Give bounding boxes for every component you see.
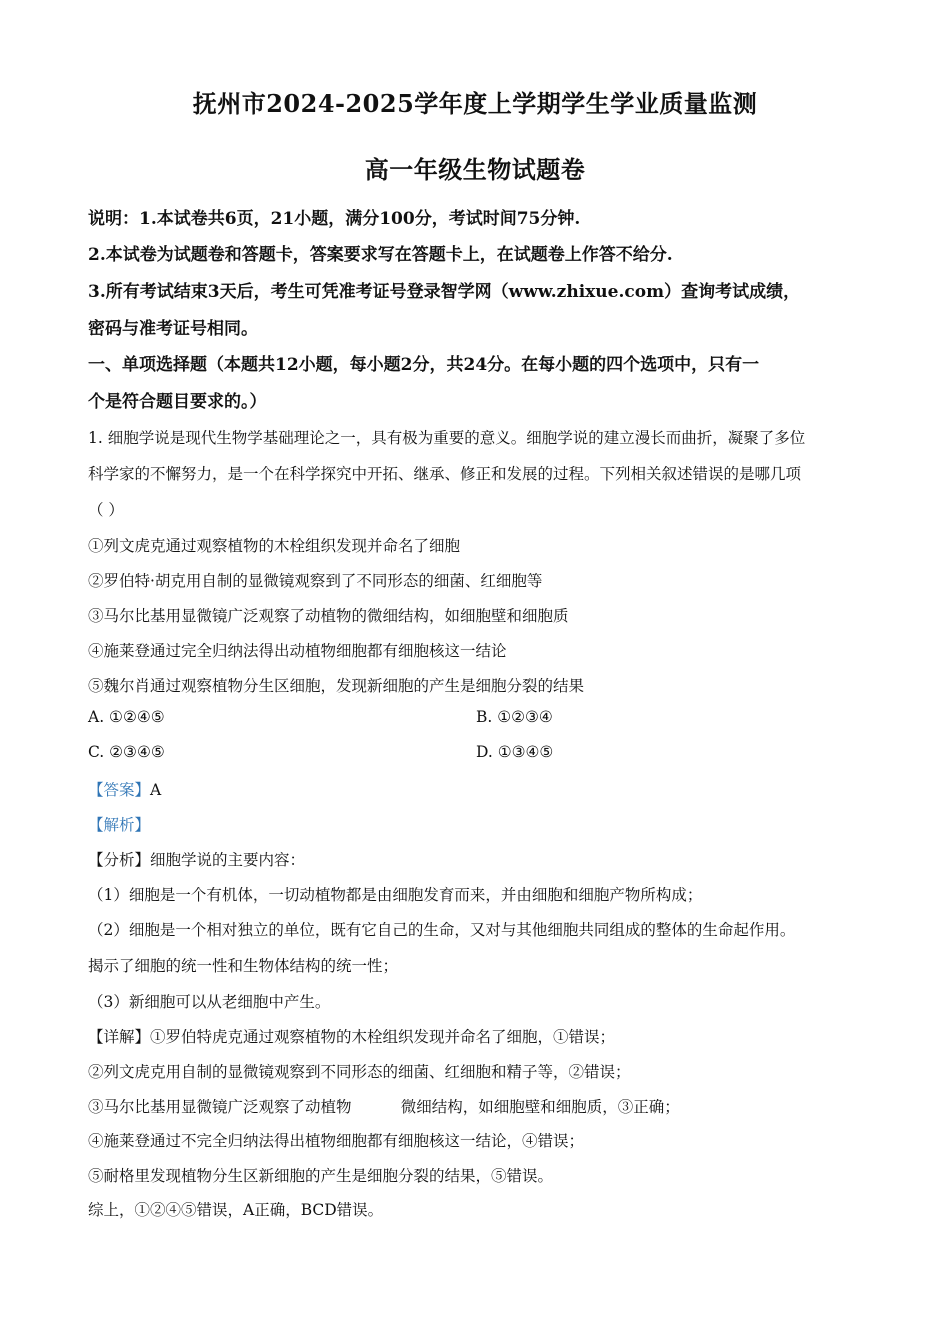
- exam-title: 抚州市2024-2025学年度上学期学生学业质量监测: [192, 89, 758, 118]
- statement-1: ①列文虎克通过观察植物的木栓组织发现并命名了细胞: [88, 537, 461, 555]
- statement-3: ③马尔比基用显微镜广泛观察了动植物的微细结构，如细胞壁和细胞质: [88, 607, 569, 625]
- option-c: C. ②③④⑤: [88, 743, 165, 761]
- statement-4: ④施莱登通过完全归纳法得出动植物细胞都有细胞核这一结论: [88, 642, 507, 660]
- note-3: 3.所有考试结束3天后，考生可凭准考证号登录智学网（www.zhixue.com）查询考试成绩，: [88, 282, 801, 302]
- option-b: B. ①②③④: [476, 708, 553, 726]
- note-1: 说明：1.本试卷共6页，21小题，满分100分，考试时间75分钟.: [88, 209, 581, 229]
- analysis-label: 【解析】: [88, 816, 151, 834]
- analysis-point-2b: 揭示了细胞的统一性和生物体结构的统一性；: [88, 957, 399, 975]
- question-stem-line2: 科学家的不懈努力，是一个在科学探究中开拓、继承、修正和发展的过程。下列相关叙述错误的是哪几项: [88, 465, 802, 483]
- section-heading-line1: 一、单项选择题（本题共12小题，每小题2分，共24分。在每小题的四个选项中，只有一: [88, 355, 760, 375]
- exam-subtitle: 高一年级生物试题卷: [364, 155, 586, 184]
- option-d: D. ①③④⑤: [476, 743, 554, 761]
- detail-line-4: ④施莱登通过不完全归纳法得出植物细胞都有细胞核这一结论，④错误；: [88, 1132, 585, 1150]
- question-stem-line1: 1. 细胞学说是现代生物学基础理论之一，具有极为重要的意义。细胞学说的建立漫长而曲折，凝聚了多位: [88, 429, 806, 447]
- option-a: A. ①②④⑤: [88, 708, 165, 726]
- detail-line-5: ⑤耐格里发现植物分生区新细胞的产生是细胞分裂的结果，⑤错误。: [88, 1167, 554, 1185]
- analysis-point-2a: （2）细胞是一个相对独立的单位，既有它自己的生命，又对与其他细胞共同组成的整体的生命起作用。: [88, 921, 796, 939]
- detail-line-1: 【详解】①罗伯特虎克通过观察植物的木栓组织发现并命名了细胞，①错误；: [88, 1028, 616, 1046]
- detail-line-2: ②列文虎克用自制的显微镜观察到不同形态的细菌、红细胞和精子等，②错误；: [88, 1063, 631, 1081]
- analysis-point-1: （1）细胞是一个有机体，一切动植物都是由细胞发育而来，并由细胞和细胞产物所构成；: [88, 886, 703, 904]
- statement-5: ⑤魏尔肖通过观察植物分生区细胞，发现新细胞的产生是细胞分裂的结果: [88, 677, 585, 695]
- note-2: 2.本试卷为试题卷和答题卡，答案要求写在答题卡上，在试题卷上作答不给分.: [88, 245, 673, 265]
- analysis-intro: 【分析】细胞学说的主要内容：: [88, 851, 306, 869]
- answer-value: A: [150, 781, 162, 799]
- statement-2: ②罗伯特·胡克用自制的显微镜观察到了不同形态的细菌、红细胞等: [88, 572, 543, 590]
- answer-label: 【答案】: [88, 781, 151, 799]
- detail-line-3: ③马尔比基用显微镜广泛观察了动植物 微细结构，如细胞壁和细胞质，③正确；: [88, 1098, 680, 1116]
- note-4: 密码与准考证号相同。: [88, 319, 258, 339]
- detail-summary: 综上，①②④⑤错误，A正确，BCD错误。: [88, 1201, 384, 1219]
- section-heading-line2: 个是符合题目要求的。）: [88, 392, 267, 412]
- analysis-point-3: （3）新细胞可以从老细胞中产生。: [88, 993, 331, 1011]
- question-stem-line3: （ ）: [88, 501, 124, 519]
- answer-line: [88, 778, 161, 800]
